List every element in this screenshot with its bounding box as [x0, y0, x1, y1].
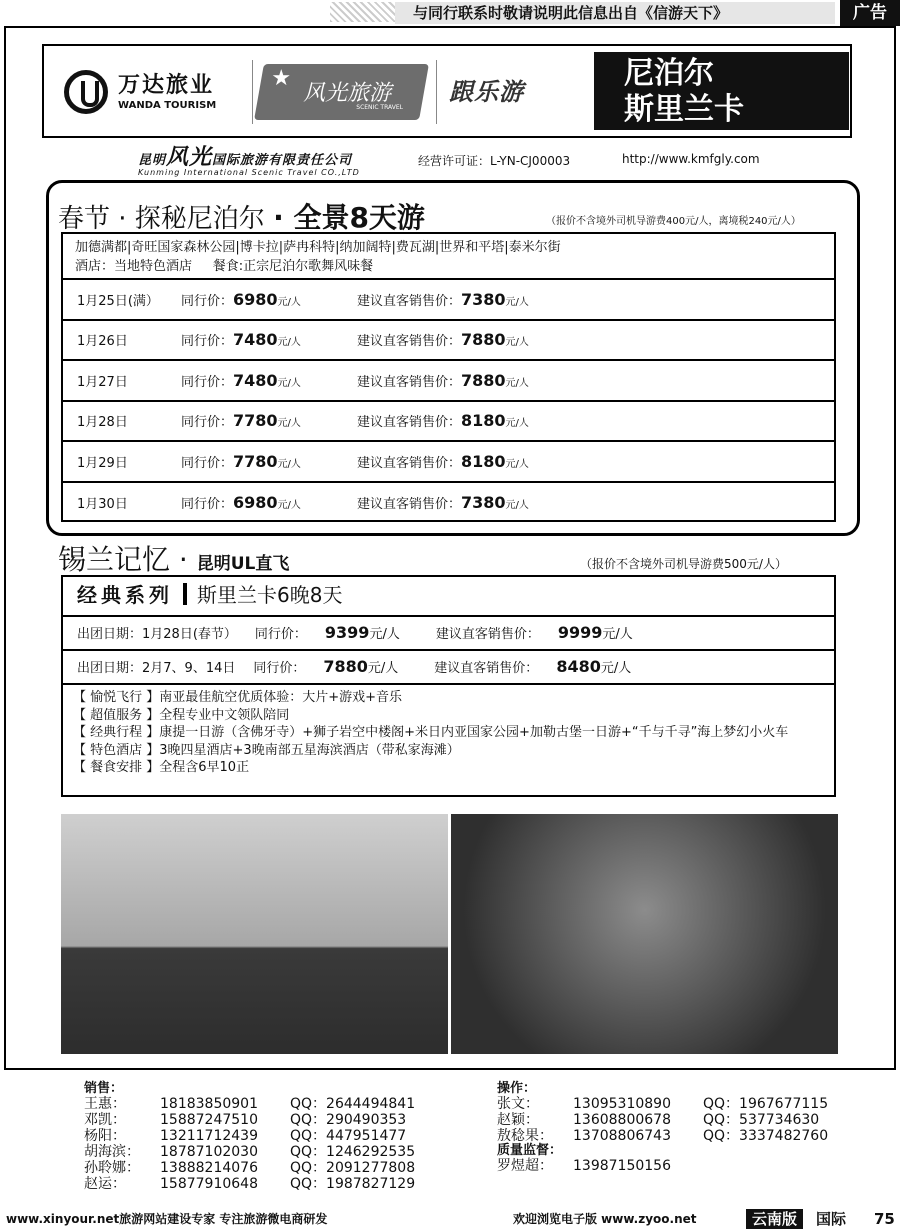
contact-phone: 13708806743: [573, 1128, 671, 1144]
retail-price-cell: [357, 330, 529, 349]
retail-label: 建议直客销售价：: [434, 661, 539, 676]
peer-price: 6980: [233, 289, 278, 309]
retail-price: 7380: [461, 493, 506, 513]
retail-price-cell: [435, 623, 651, 642]
contact-qq: QQ：2644494841: [290, 1096, 416, 1112]
departure-date: 1月28日: [77, 415, 128, 431]
departure-date: 出团日期：1月28日(春节）: [77, 627, 237, 642]
contact-row: [84, 1144, 415, 1160]
feature-item: 【 餐食安排 】全程含6早10正: [73, 760, 250, 775]
contact-name: 王惠：: [84, 1096, 126, 1112]
destination-block: [594, 52, 849, 130]
retail-label: 建议直客销售价：: [357, 455, 462, 471]
contact-name: 胡海滨：: [84, 1144, 140, 1160]
agency-name-en: Kunming International Scenic Travel CO.,LTD: [138, 168, 360, 177]
peer-price-cell: [253, 657, 416, 676]
nepal-temple-photo: [61, 814, 448, 1054]
wanda-logo: [64, 68, 244, 118]
buddha-feet-photo: [451, 814, 838, 1054]
contact-name: 张文：: [497, 1096, 539, 1112]
price-unit: 元/人: [277, 337, 301, 349]
ops-header: 操作：: [497, 1081, 537, 1096]
peer-price: 6980: [233, 493, 278, 513]
footer-right: 欢迎浏览电子版 www.zyoo.net: [513, 1212, 697, 1226]
departure-row: [63, 402, 834, 443]
contact-name: 杨阳：: [84, 1128, 126, 1144]
agency-url[interactable]: http://www.kmfgly.com: [622, 152, 760, 166]
retail-label: 建议直客销售价：: [357, 334, 462, 350]
departure-row: [63, 361, 834, 402]
contact-qq: QQ：3337482760: [703, 1128, 829, 1144]
retail-price-cell: [357, 411, 529, 430]
feature-item: 【 特色酒店 】3晚四星酒店+3晚南部五星海滨酒店（带私家海滩）: [73, 742, 460, 758]
peer-price: 7780: [233, 411, 278, 431]
retail-price: 7880: [461, 330, 506, 350]
departure-date: 1月25日(满）: [77, 293, 159, 309]
departure-row: [63, 483, 834, 524]
contact-phone: 13095310890: [573, 1096, 671, 1112]
price-unit: 元/人: [505, 458, 529, 470]
peer-price-cell: [254, 623, 418, 642]
price-unit: 元/人: [505, 418, 529, 430]
star-icon: ★: [271, 66, 292, 91]
contact-row: [497, 1158, 828, 1174]
departure-row: [63, 280, 834, 321]
price-unit: 元/人: [602, 627, 633, 642]
destination-srilanka: 斯里兰卡: [624, 92, 744, 127]
nepal-title-prefix: 春节 · 探秘尼泊尔: [58, 204, 265, 234]
contact-name: 赵颖：: [497, 1112, 539, 1128]
retail-price: 7380: [461, 289, 506, 309]
contact-row: [497, 1128, 828, 1144]
fengguang-name: 风光旅游: [303, 81, 392, 106]
contact-phone: 18787102030: [160, 1144, 258, 1160]
departure-date: 1月30日: [77, 497, 128, 513]
retail-price: 8180: [461, 451, 506, 471]
top-banner: [0, 0, 900, 26]
price-unit: 元/人: [600, 661, 632, 676]
peer-price-cell: [181, 493, 357, 512]
contact-qq: QQ：290490353: [290, 1112, 407, 1128]
nepal-price-note: （报价不含境外司机导游费400元/人，离境税240元/人）: [546, 216, 801, 227]
peer-label: 同行价：: [181, 497, 234, 513]
peer-price: 9399: [324, 623, 370, 642]
price-unit: 元/人: [367, 661, 399, 676]
price-unit: 元/人: [505, 296, 529, 308]
contact-qq: QQ：537734630: [703, 1112, 820, 1128]
logo-divider: [252, 60, 253, 124]
peer-price: 7480: [233, 330, 278, 350]
price-unit: 元/人: [505, 377, 529, 389]
peer-label: 同行价：: [181, 415, 234, 431]
contact-phone: 15887247510: [160, 1112, 258, 1128]
price-unit: 元/人: [369, 627, 400, 642]
peer-price: 7480: [233, 370, 278, 390]
peer-label: 同行价：: [181, 374, 234, 390]
contact-row: [84, 1176, 415, 1192]
series-divider: [183, 583, 187, 605]
genle-logo: 跟乐游: [449, 78, 524, 106]
srilanka-title: 锡兰记忆 ·: [58, 543, 188, 576]
retail-price: 8480: [556, 657, 601, 676]
contact-row: [84, 1128, 415, 1144]
ops-contacts: [497, 1082, 828, 1174]
page-footer: [0, 1208, 900, 1230]
retail-price: 7880: [461, 370, 506, 390]
contact-row: [84, 1096, 415, 1112]
retail-price: 9999: [557, 623, 603, 642]
departure-date: 1月29日: [77, 455, 128, 471]
contact-qq: QQ：1967677115: [703, 1096, 829, 1112]
agency-name-pre: 昆明: [138, 153, 167, 168]
retail-label: 建议直客销售价：: [357, 415, 462, 431]
nepal-title-bold: · 全景8天游: [273, 201, 425, 234]
retail-label: 建议直客销售价：: [357, 293, 462, 309]
contact-name: 赵运：: [84, 1176, 126, 1192]
nepal-route: 加德满都|奇旺国家森林公园|博卡拉|萨冉科特|纳加阔特|费瓦湖|世界和平塔|泰米尔街: [75, 240, 561, 255]
contact-qq: QQ：2091277808: [290, 1160, 416, 1176]
nepal-price-table: [61, 232, 836, 522]
contact-name: 邓凯：: [84, 1112, 126, 1128]
contact-phone: 13211712439: [160, 1128, 258, 1144]
peer-price-cell: [181, 411, 357, 430]
contact-phone: 18183850901: [160, 1096, 258, 1112]
agency-name-post: 国际旅游有限责任公司: [212, 153, 353, 168]
wanda-logo-icon: [64, 70, 108, 114]
series-label: 经典系列: [77, 583, 173, 607]
footer-left: www.xinyour.net旅游网站建设专家 专注旅游微电商研发: [6, 1212, 328, 1226]
contact-name: 孙聆娜：: [84, 1160, 140, 1176]
ad-tag: 广告: [840, 0, 900, 26]
logo-divider: [436, 60, 437, 124]
retail-price-cell: [357, 452, 529, 471]
agency-name: [138, 140, 360, 177]
peer-label: 同行价：: [254, 627, 307, 642]
srilanka-tour-title: [58, 538, 289, 578]
peer-price-cell: [181, 290, 357, 309]
nepal-hotel: 酒店：当地特色酒店: [75, 259, 193, 274]
feature-item: 【 愉悦飞行 】南亚最佳航空优质体验：大片+游戏+音乐: [73, 690, 403, 705]
feature-item: 【 经典行程 】康提一日游（含佛牙寺）+狮子岩空中楼阁+米日内亚国家公园+加勒古堡一日游+“千与千寻”海上梦幻小火车: [73, 725, 789, 740]
peer-price-cell: [181, 330, 357, 349]
series-name: 斯里兰卡6晚8天: [197, 583, 343, 607]
peer-label: 同行价：: [181, 455, 234, 471]
edition-badge: 云南版: [746, 1209, 803, 1229]
departure-date: 1月27日: [77, 374, 128, 390]
contact-row: [497, 1096, 828, 1112]
contact-name: 敖稔果：: [497, 1128, 553, 1144]
feature-item: 【 超值服务 】全程专业中文领队陪同: [73, 707, 290, 723]
section-label: 国际: [816, 1210, 847, 1228]
feature-list: [63, 685, 834, 781]
source-notice: 与同行联系时敬请说明此信息出自《信游天下》: [395, 2, 835, 24]
price-unit: 元/人: [277, 418, 301, 430]
contact-qq: QQ：447951477: [290, 1128, 407, 1144]
contact-phone: 15877910648: [160, 1176, 258, 1192]
contact-name: 罗煜超：: [497, 1158, 553, 1174]
qa-header: 质量监督：: [497, 1143, 563, 1158]
fengguang-logo: [254, 64, 429, 120]
price-unit: 元/人: [505, 500, 529, 512]
license-number: 经营许可证：L-YN-CJ00003: [418, 154, 571, 168]
destination-nepal: 尼泊尔: [624, 56, 714, 91]
retail-price-cell: [357, 493, 529, 512]
sales-contacts: [84, 1082, 415, 1192]
nepal-itinerary: [63, 234, 834, 280]
price-unit: 元/人: [277, 458, 301, 470]
contact-qq: QQ：1987827129: [290, 1176, 416, 1192]
srilanka-subtitle: 昆明UL直飞: [196, 554, 290, 574]
departure-row: [63, 617, 834, 651]
price-unit: 元/人: [277, 296, 301, 308]
brand-logo-box: [42, 44, 852, 138]
departure-date: 1月26日: [77, 334, 128, 350]
wanda-name: 万达旅业: [118, 73, 215, 98]
contact-row: [84, 1112, 415, 1128]
price-unit: 元/人: [505, 337, 529, 349]
agency-name-big: 风光: [166, 145, 213, 170]
retail-price: 8180: [461, 411, 506, 431]
retail-label: 建议直客销售价：: [357, 374, 462, 390]
departure-row: [63, 651, 834, 685]
price-unit: 元/人: [277, 500, 301, 512]
nepal-tour-title: [58, 196, 425, 236]
nepal-meal: 餐食:正宗尼泊尔歌舞风味餐: [212, 259, 374, 274]
departure-row: [63, 442, 834, 483]
srilanka-tour-panel: [61, 575, 836, 797]
series-heading: [63, 577, 834, 617]
retail-price-cell: [357, 290, 529, 309]
peer-price-cell: [181, 371, 357, 390]
fengguang-name-en: SCENIC TRAVEL: [356, 104, 403, 111]
retail-label: 建议直客销售价：: [435, 627, 540, 642]
sales-header: 销售：: [84, 1081, 124, 1096]
contact-qq: QQ：1246292535: [290, 1144, 416, 1160]
peer-price: 7880: [323, 657, 368, 676]
peer-label: 同行价：: [181, 293, 234, 309]
peer-price: 7780: [233, 451, 278, 471]
peer-label: 同行价：: [181, 334, 234, 350]
price-unit: 元/人: [277, 377, 301, 389]
peer-price-cell: [181, 452, 357, 471]
contact-row: [497, 1112, 828, 1128]
contact-phone: 13888214076: [160, 1160, 258, 1176]
retail-price-cell: [434, 657, 649, 676]
srilanka-price-note: （报价不含境外司机导游费500元/人）: [580, 557, 787, 571]
contact-row: [84, 1160, 415, 1176]
retail-label: 建议直客销售价：: [357, 497, 462, 513]
contact-phone: 13987150156: [573, 1158, 671, 1174]
departure-row: [63, 321, 834, 362]
retail-price-cell: [357, 371, 529, 390]
wanda-name-en: WANDA TOURISM: [118, 100, 217, 111]
contact-phone: 13608800678: [573, 1112, 671, 1128]
page-number: 75: [874, 1210, 895, 1228]
peer-label: 同行价：: [253, 661, 306, 676]
departure-date: 出团日期：2月7、9、14日: [77, 661, 236, 676]
